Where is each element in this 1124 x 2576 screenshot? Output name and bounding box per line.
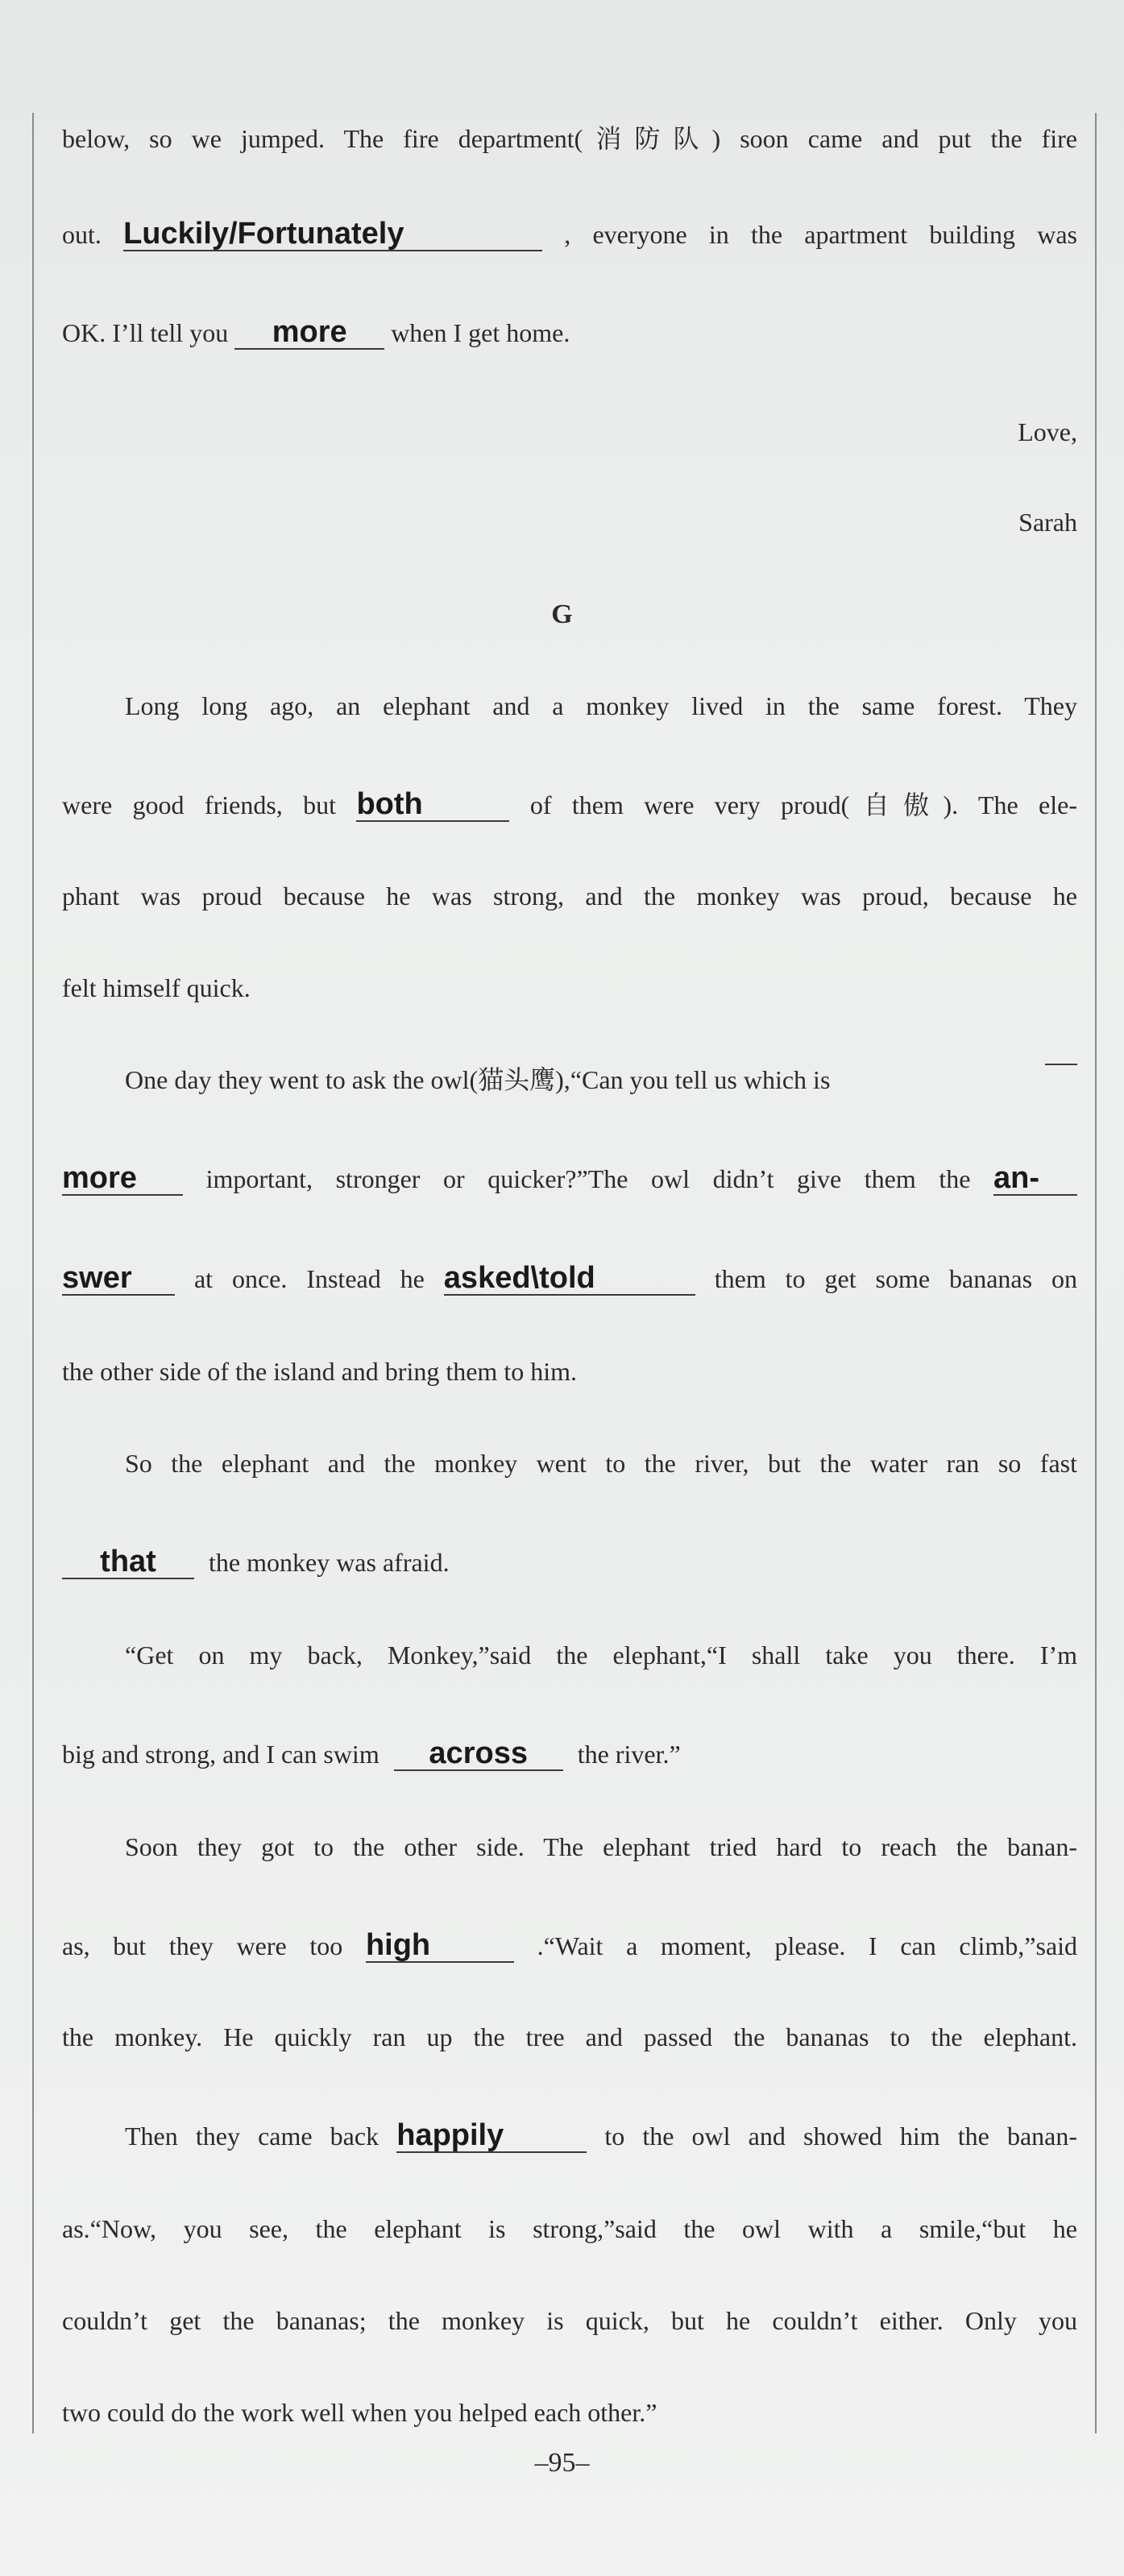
text-line <box>62 218 1077 251</box>
text: G <box>551 599 573 629</box>
answer-blank: both <box>356 788 509 822</box>
answer-blank: Luckily/Fortunately <box>123 218 542 251</box>
text: when I get home. <box>391 318 570 347</box>
answer-blank: across <box>394 1737 563 1771</box>
text: , everyone in the apartment building was <box>564 220 1078 249</box>
text: One day they went to ask the owl(猫头鹰),“Can you tell us which is <box>125 1065 831 1094</box>
text-line <box>62 788 1077 822</box>
right-margin-rule <box>1095 113 1097 2433</box>
text-line <box>62 1929 1077 1963</box>
text: felt himself quick. <box>62 973 251 1002</box>
answer-blank: asked\told <box>444 1262 695 1296</box>
text-line <box>62 316 1077 350</box>
text: Long long ago, an elephant and a monkey lived in the same forest. They <box>125 691 1077 720</box>
text-line <box>62 880 1077 912</box>
left-margin-rule <box>32 113 34 2433</box>
text-line <box>62 2396 1077 2429</box>
answer-blank: more <box>62 1162 183 1196</box>
text: the monkey. He quickly ran up the tree and passed the bananas to the elephant. <box>62 2022 1077 2051</box>
text-line <box>62 2213 1077 2245</box>
text-line <box>62 2304 1077 2337</box>
answer-blank: an- <box>993 1162 1077 1196</box>
text: OK. I’ll tell you <box>62 318 229 347</box>
page-number: –95– <box>534 2448 590 2478</box>
text: the monkey was afraid. <box>209 1548 450 1577</box>
text-line <box>62 2021 1077 2053</box>
text: out. <box>62 220 102 249</box>
text-line <box>62 1545 1077 1579</box>
text: Love, <box>1018 417 1077 446</box>
text-line <box>62 1262 1077 1296</box>
text: at once. Instead he <box>193 1264 425 1293</box>
text-line <box>62 1064 1077 1096</box>
text: So the elephant and the monkey went to the river, but the water ran so fast <box>125 1449 1077 1478</box>
text: them to get some bananas on <box>714 1264 1077 1293</box>
answer-blank: swer <box>62 1262 175 1296</box>
letter-signature <box>62 506 1077 538</box>
text: as, but they were too <box>62 1931 343 1960</box>
text-line <box>62 690 1077 722</box>
text: below, so we jumped. The fire department(消防队) soon came and put the fire <box>62 124 1077 153</box>
text: “Get on my back, Monkey,”said the elephant,“I shall take you there. I’m <box>125 1641 1077 1670</box>
answer-blank <box>1045 1064 1077 1065</box>
text: Soon they got to the other side. The elephant tried hard to reach the banan- <box>125 1832 1077 1861</box>
answer-blank: more <box>234 316 384 350</box>
text: phant was proud because he was strong, and the monkey was proud, because he <box>62 881 1077 911</box>
text-line <box>62 1355 1077 1388</box>
text: couldn’t get the bananas; the monkey is quick, but he couldn’t either. Only you <box>62 2306 1077 2335</box>
text: as.“Now, you see, the elephant is strong,”said the owl with a smile,“but he <box>62 2214 1077 2243</box>
text: of them were very proud(自傲). The ele- <box>529 790 1078 819</box>
text-line <box>62 1162 1077 1196</box>
text: Then they came back <box>125 2122 380 2151</box>
answer-blank: that <box>62 1545 194 1579</box>
section-heading <box>0 598 1124 631</box>
text-line <box>62 1831 1077 1863</box>
text: were good friends, but <box>62 790 337 819</box>
text: big and strong, and I can swim <box>62 1740 380 1769</box>
text-line <box>62 1639 1077 1671</box>
text: the other side of the island and bring them to him. <box>62 1357 577 1386</box>
text: to the owl and showed him the banan- <box>604 2122 1078 2151</box>
letter-closing <box>62 416 1077 448</box>
answer-blank: high <box>366 1929 514 1963</box>
text-line <box>62 2119 1077 2153</box>
text-line <box>62 122 1077 155</box>
text: two could do the work well when you helped each other.” <box>62 2398 657 2427</box>
text: important, stronger or quicker?”The owl didn’t give them the <box>205 1164 971 1193</box>
text: the river.” <box>577 1740 681 1769</box>
text-line <box>62 1447 1077 1479</box>
text: Sarah <box>1018 508 1077 537</box>
text: .“Wait a moment, please. I can climb,”said <box>537 1931 1078 1960</box>
text-line <box>62 972 1077 1004</box>
text-line <box>62 1737 1077 1771</box>
answer-blank: happily <box>396 2119 587 2153</box>
